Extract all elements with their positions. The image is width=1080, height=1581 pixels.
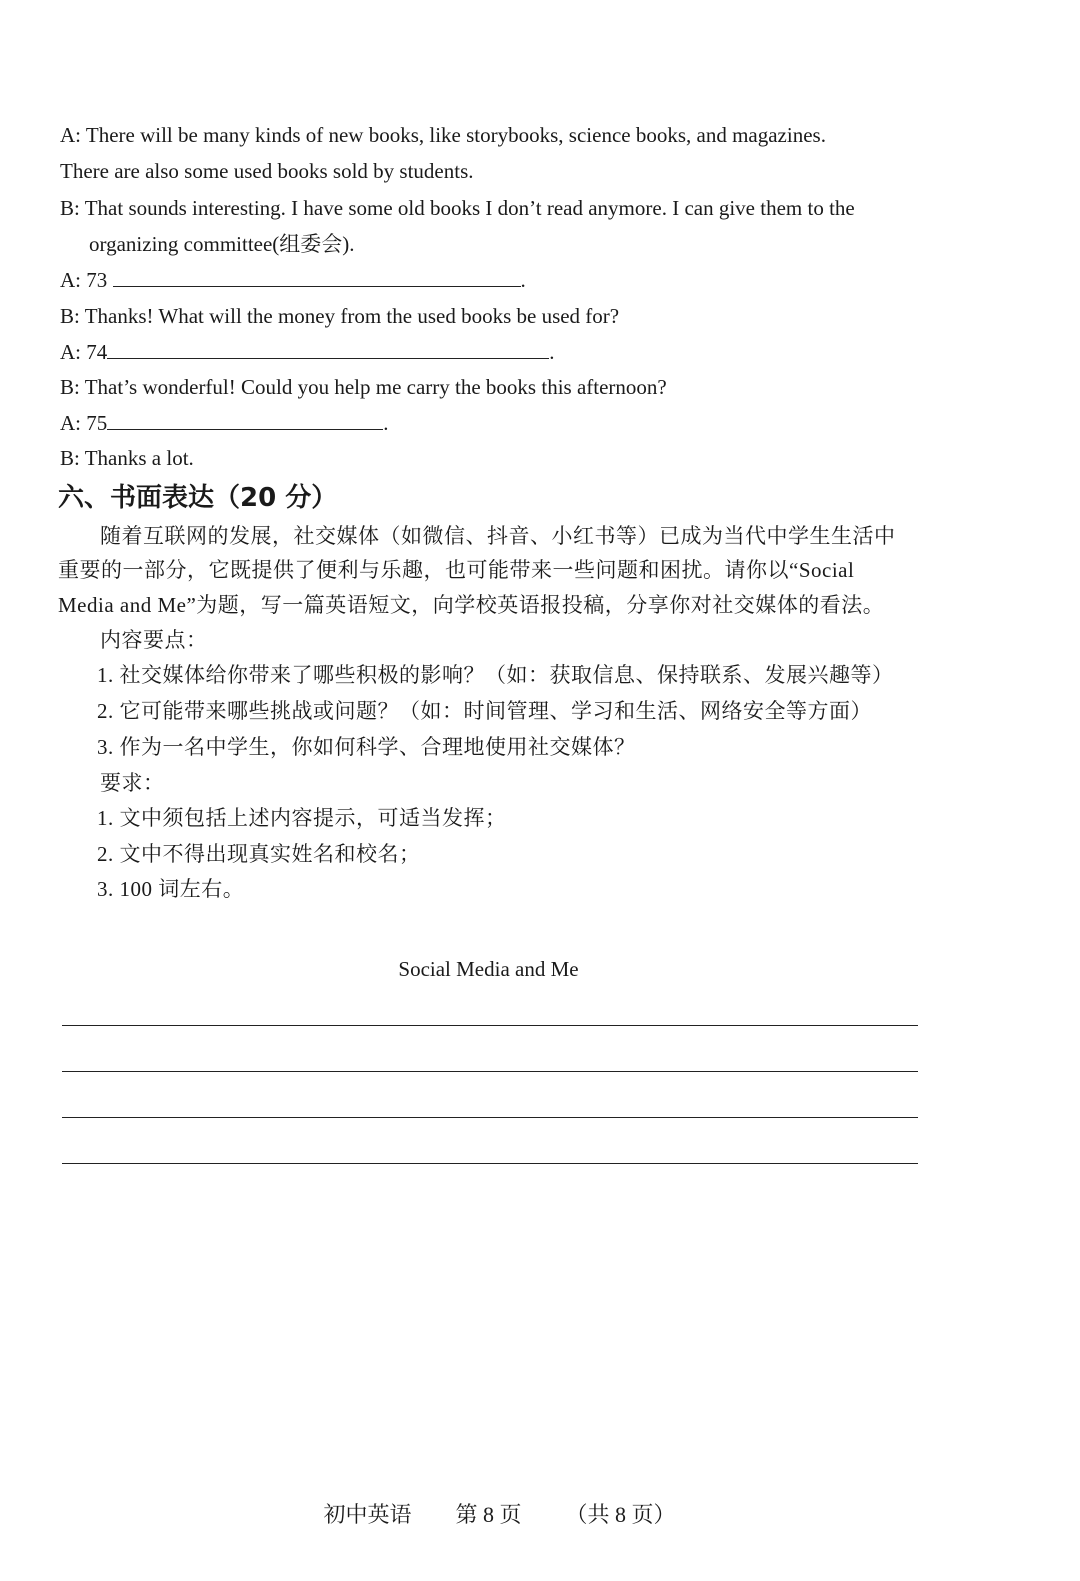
dialogue-line: organizing committee(组委会). (89, 232, 355, 256)
question-74-label: A: 74 (60, 340, 108, 364)
footer-page-number: 第 8 页 (455, 1502, 522, 1527)
writing-line[interactable] (62, 1117, 918, 1118)
requirement-item: 1. 文中须包括上述内容提示，可适当发挥； (97, 806, 507, 830)
content-point: 3. 作为一名中学生，你如何科学、合理地使用社交媒体？ (97, 735, 636, 759)
dialogue-line: B: Thanks! What will the money from the used books be used for? (60, 304, 620, 328)
answer-blank-75[interactable] (107, 409, 383, 430)
requirements-label: 要求： (100, 771, 165, 795)
dialogue-line: B: That sounds interesting. I have some old books I don’t read anymore. I can give them to the (60, 196, 855, 220)
content-points-label: 内容要点： (100, 628, 208, 652)
question-74-period: . (549, 340, 555, 364)
question-73-label: A: 73 (60, 268, 108, 292)
footer-total-pages: （共 8 页） (565, 1502, 676, 1527)
dialogue-line: There are also some used books sold by students. (60, 159, 474, 183)
essay-title: Social Media and Me (398, 957, 579, 981)
prompt-paragraph-line: 重要的一部分，它既提供了便利与乐趣，也可能带来一些问题和困扰。请你以“Social (58, 558, 855, 582)
dialogue-line: B: Thanks a lot. (60, 446, 194, 470)
prompt-paragraph-line: Media and Me”为题，写一篇英语短文，向学校英语报投稿，分享你对社交媒体的看法。 (58, 593, 885, 617)
question-75-period: . (383, 411, 389, 435)
content-point: 2. 它可能带来哪些挑战或问题？（如：时间管理、学习和生活、网络安全等方面） (97, 699, 872, 723)
page-footer (0, 1470, 977, 1560)
dialogue-line: B: That’s wonderful! Could you help me carry the books this afternoon? (60, 375, 667, 399)
footer-subject: 初中英语 (323, 1502, 412, 1527)
prompt-paragraph-line: 随着互联网的发展，社交媒体（如微信、抖音、小红书等）已成为当代中学生生活中 (100, 524, 896, 548)
answer-blank-73[interactable] (113, 266, 521, 287)
writing-line[interactable] (62, 1163, 918, 1164)
question-73-period: . (520, 268, 526, 292)
content-point: 1. 社交媒体给你带来了哪些积极的影响？（如：获取信息、保持联系、发展兴趣等） (97, 663, 894, 687)
answer-blank-74[interactable] (107, 338, 549, 359)
writing-line[interactable] (62, 1071, 918, 1072)
requirement-item: 2. 文中不得出现真实姓名和校名； (97, 842, 421, 866)
dialogue-line: A: There will be many kinds of new books, like storybooks, science books, and magazines. (60, 123, 826, 147)
question-75 (60, 409, 389, 437)
writing-line[interactable] (62, 1025, 918, 1026)
question-73 (60, 266, 526, 294)
question-75-label: A: 75 (60, 411, 108, 435)
section-heading: 六、书面表达（20 分） (58, 483, 338, 513)
requirement-item: 3. 100 词左右。 (97, 877, 245, 901)
question-74 (60, 338, 555, 366)
